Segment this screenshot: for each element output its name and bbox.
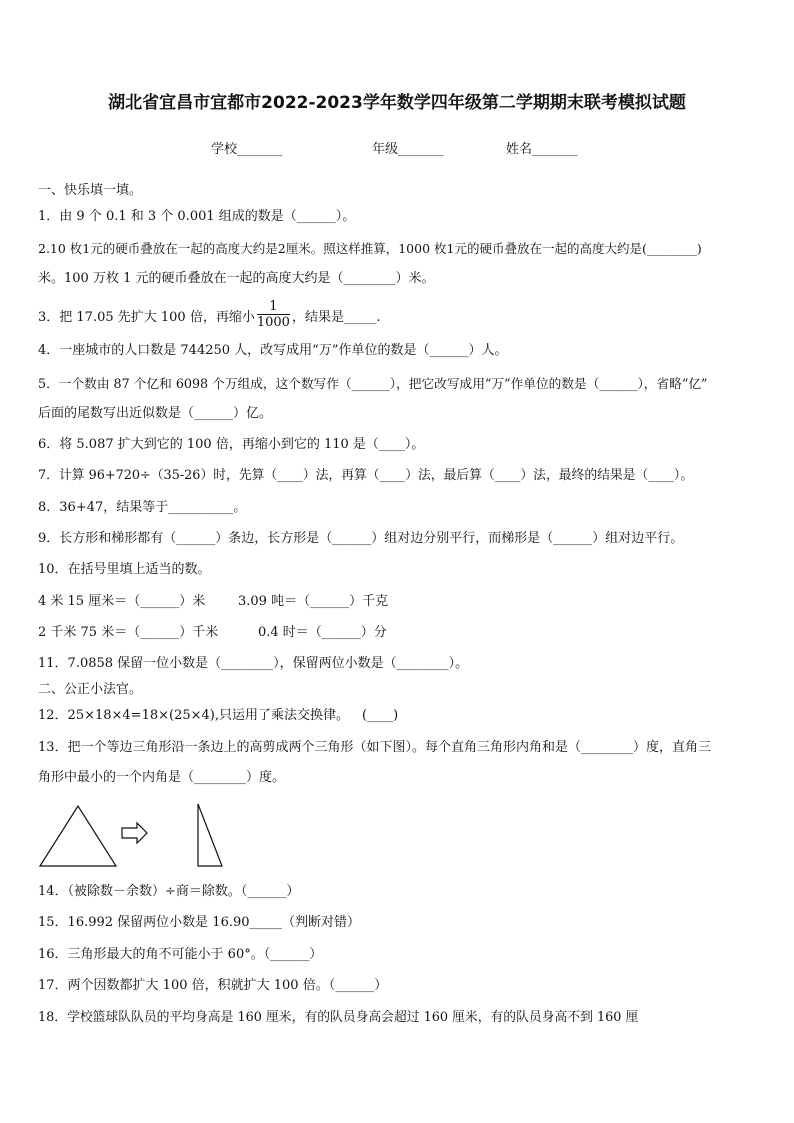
section-1-heading: 一、快乐填一填。 bbox=[38, 183, 143, 198]
triangle-figure bbox=[36, 802, 236, 870]
name-field[interactable]: 姓名_______ bbox=[506, 142, 578, 157]
question-2-line-1: 2.10 枚1元的硬币叠放在一起的高度大约是2厘米。照这样推算，1000 枚1元的硬币叠放在一起的高度大约是(________) bbox=[38, 241, 702, 256]
fraction-numerator: 1 bbox=[257, 299, 290, 315]
question-5-line-1: 5．一个数由 87 个亿和 6098 个万组成，这个数写作（______），把它改写成用“万”作单位的数是（______），省略“亿” bbox=[38, 376, 708, 391]
question-3-text: 3．把 17.05 先扩大 100 倍，再缩小 bbox=[38, 310, 255, 325]
question-18: 18．学校篮球队队员的平均身高是 160 厘米，有的队员身高会超过 160 厘米，有的队员身高不到 160 厘 bbox=[38, 1010, 639, 1025]
fraction bbox=[257, 299, 290, 330]
question-6: 6．将 5.087 扩大到它的 100 倍，再缩小到它的 110 是（____）。 bbox=[38, 437, 425, 452]
question-8: 8．36+47，结果等于__________。 bbox=[38, 500, 247, 515]
right-triangle-icon bbox=[198, 804, 222, 866]
question-12-blank: (____) bbox=[362, 708, 399, 723]
question-12: 12．25×18×4=18×(25×4),只运用了乘法交换律。 bbox=[38, 708, 349, 723]
question-11: 11．7.0858 保留一位小数是（________），保留两位小数是（________）。 bbox=[38, 656, 469, 671]
question-10-c: 2 千米 75 米＝（______）千米 bbox=[38, 625, 219, 640]
section-2-heading: 二、公正小法官。 bbox=[38, 682, 143, 697]
equilateral-triangle-icon bbox=[40, 806, 116, 866]
question-7: 7．计算 96+720÷（35-26）时，先算（____）法，再算（____）法，最后算（____）法，最终的结果是（____）。 bbox=[38, 468, 694, 483]
question-3 bbox=[38, 299, 381, 333]
question-14: 14．（被除数－余数）÷商＝除数。（______） bbox=[38, 884, 300, 899]
arrow-right-icon bbox=[122, 823, 147, 843]
question-2-line-2: 米。100 万枚 1 元的硬币叠放在一起的高度大约是（________）米。 bbox=[38, 271, 435, 286]
question-4: 4．一座城市的人口数是 744250 人，改写成用“万”作单位的数是（______）人。 bbox=[38, 343, 508, 358]
school-field[interactable]: 学校_______ bbox=[211, 142, 283, 157]
question-10: 10．在括号里填上适当的数。 bbox=[38, 562, 211, 577]
question-3-tail: ，结果是_____. bbox=[291, 310, 381, 325]
page-title: 湖北省宜昌市宜都市2022-2023学年数学四年级第二学期期末联考模拟试题 bbox=[108, 93, 686, 113]
question-17: 17．两个因数都扩大 100 倍，积就扩大 100 倍。（______） bbox=[38, 978, 388, 993]
question-15: 15．16.992 保留两位小数是 16.90_____（判断对错） bbox=[38, 915, 361, 930]
question-10-a: 4 米 15 厘米＝（______）米 bbox=[38, 594, 206, 609]
question-9: 9．长方形和梯形都有（______）条边，长方形是（______）组对边分别平行，而梯形是（______）组对边平行。 bbox=[38, 531, 684, 546]
fraction-denominator: 1000 bbox=[256, 315, 290, 330]
question-5-line-2: 后面的尾数写出近似数是（______）亿。 bbox=[38, 406, 273, 421]
question-13-line-2: 角形中最小的一个内角是（________）度。 bbox=[38, 770, 286, 785]
grade-field[interactable]: 年级_______ bbox=[372, 142, 444, 157]
question-13-line-1: 13．把一个等边三角形沿一条边上的高剪成两个三角形（如下图）。每个直角三角形内角和是（________）度，直角三 bbox=[38, 740, 712, 755]
question-10-b: 3.09 吨＝（______）千克 bbox=[238, 594, 389, 609]
question-10-d: 0.4 时＝（______）分 bbox=[258, 625, 387, 640]
question-16: 16．三角形最大的角不可能小于 60°。（______） bbox=[38, 947, 323, 962]
question-1: 1．由 9 个 0.1 和 3 个 0.001 组成的数是（______）。 bbox=[38, 209, 356, 224]
